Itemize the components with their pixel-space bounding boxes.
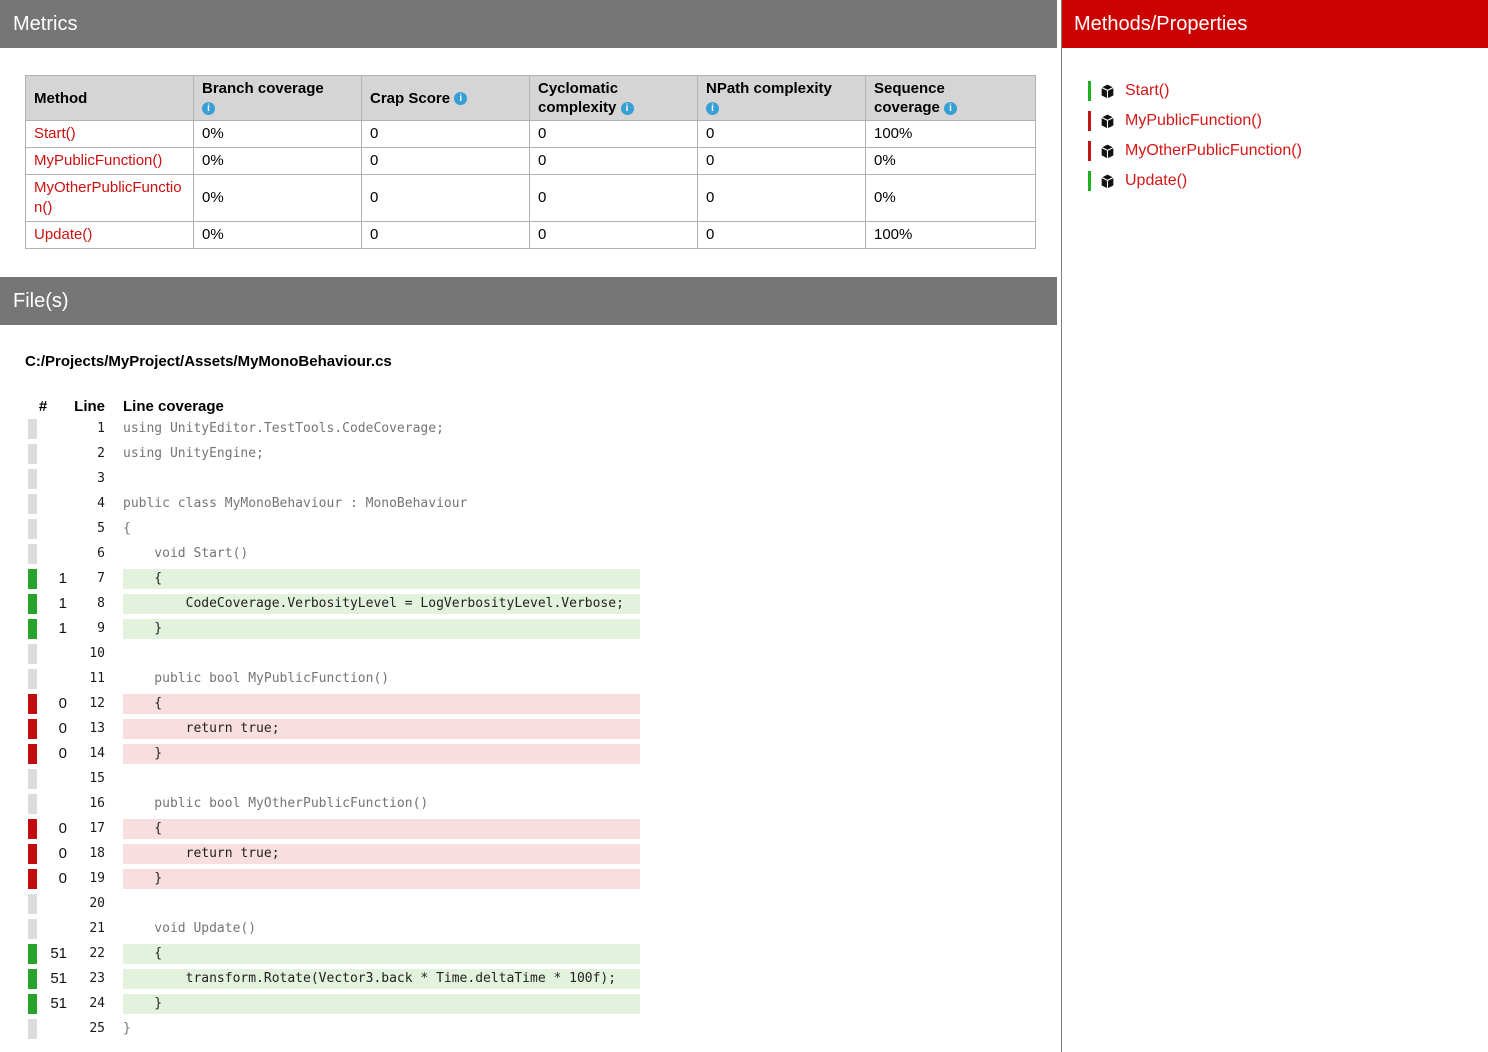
sequence-coverage-value: 100%	[866, 121, 1036, 148]
cyclomatic-complexity-value: 0	[530, 222, 698, 249]
hit-count: 1	[58, 620, 67, 637]
code-line-row	[0, 916, 1061, 941]
files-section-header	[0, 277, 1057, 325]
methods-sidebar	[1061, 0, 1488, 1052]
code-text	[123, 769, 640, 789]
code-line-row	[0, 516, 1061, 541]
branch-coverage-value: 0%	[194, 222, 362, 249]
hit-count: 0	[58, 870, 67, 887]
hits-column-header: #	[38, 397, 48, 415]
line-column-header: Line	[74, 397, 105, 415]
code-line-row	[0, 441, 1061, 466]
sequence-coverage-value: 0%	[866, 175, 1036, 222]
coverage-marker	[28, 794, 37, 814]
code-line-row	[0, 841, 1061, 866]
code-line-row	[0, 991, 1061, 1016]
line-number: 2	[97, 446, 105, 461]
method-cube-icon	[1099, 173, 1116, 190]
sidebar-method-link[interactable]: Update()	[1125, 172, 1188, 189]
code-line-row	[0, 616, 1061, 641]
coverage-marker	[28, 869, 37, 889]
column-header-cyclomatic-complexity: Cyclomatic complexity i	[530, 76, 698, 121]
coverage-marker	[28, 769, 37, 789]
line-number: 21	[89, 921, 105, 936]
code-line-row	[0, 1016, 1061, 1041]
code-text: {	[123, 944, 640, 964]
code-line-row	[0, 966, 1061, 991]
code-text: transform.Rotate(Vector3.back * Time.deltaTime * 100f);	[123, 969, 640, 989]
coverage-marker	[28, 594, 37, 614]
line-number: 7	[97, 571, 105, 586]
metrics-row-update	[26, 222, 1036, 249]
line-number: 10	[89, 646, 105, 661]
branch-coverage-value: 0%	[194, 121, 362, 148]
line-number: 3	[97, 471, 105, 486]
code-line-row	[0, 941, 1061, 966]
coverage-indicator-bar	[1088, 111, 1091, 131]
line-number: 4	[97, 496, 105, 511]
code-text: return true;	[123, 719, 640, 739]
code-line-row	[0, 591, 1061, 616]
npath-complexity-value: 0	[698, 222, 866, 249]
line-number: 15	[89, 771, 105, 786]
method-cube-icon	[1099, 113, 1116, 130]
hit-count: 1	[58, 595, 67, 612]
code-text: {	[123, 569, 640, 589]
line-number: 14	[89, 746, 105, 761]
line-coverage-column-header: Line coverage	[123, 397, 224, 415]
code-line-row	[0, 541, 1061, 566]
code-line-row	[0, 741, 1061, 766]
line-number: 24	[89, 996, 105, 1011]
branch-coverage-value: 0%	[194, 148, 362, 175]
code-text: using UnityEngine;	[123, 445, 264, 461]
code-text: {	[123, 819, 640, 839]
method-link[interactable]: Update()	[34, 226, 93, 243]
coverage-marker	[28, 494, 37, 514]
sidebar-method-link[interactable]: Start()	[1125, 82, 1170, 99]
coverage-marker	[28, 694, 37, 714]
line-number: 20	[89, 896, 105, 911]
info-icon[interactable]: i	[202, 102, 215, 115]
code-text: public class MyMonoBehaviour : MonoBehaviour	[123, 495, 468, 511]
code-text: CodeCoverage.VerbosityLevel = LogVerbosityLevel.Verbose;	[123, 594, 640, 614]
cyclomatic-complexity-value: 0	[530, 148, 698, 175]
column-header-sequence-coverage: Sequence coverage i	[866, 76, 1036, 121]
code-text: using UnityEditor.TestTools.CodeCoverage;	[123, 420, 444, 436]
method-list-item	[1088, 166, 1488, 196]
code-text: }	[123, 1020, 131, 1036]
coverage-marker	[28, 969, 37, 989]
metrics-table	[25, 75, 1036, 249]
branch-coverage-value: 0%	[194, 175, 362, 222]
cyclomatic-complexity-value: 0	[530, 175, 698, 222]
code-line-row	[0, 466, 1061, 491]
line-number: 11	[89, 671, 105, 686]
hit-count: 51	[50, 945, 67, 962]
crap-score-value: 0	[362, 222, 530, 249]
line-number: 17	[89, 821, 105, 836]
code-text: {	[123, 694, 640, 714]
code-text: public bool MyOtherPublicFunction()	[123, 795, 429, 811]
coverage-marker	[28, 994, 37, 1014]
code-line-row	[0, 891, 1061, 916]
metrics-section-header	[0, 0, 1057, 48]
hit-count: 0	[58, 695, 67, 712]
coverage-marker	[28, 519, 37, 539]
code-text: void Update()	[123, 920, 257, 936]
line-number: 18	[89, 846, 105, 861]
line-number: 13	[89, 721, 105, 736]
sidebar-method-link[interactable]: MyPublicFunction()	[1125, 112, 1262, 129]
method-cube-icon	[1099, 83, 1116, 100]
code-text: public bool MyPublicFunction()	[123, 670, 390, 686]
info-icon[interactable]: i	[944, 102, 957, 115]
code-text	[123, 644, 640, 664]
coverage-marker	[28, 744, 37, 764]
hit-count: 51	[50, 995, 67, 1012]
code-line-row	[0, 866, 1061, 891]
coverage-marker	[28, 419, 37, 439]
line-number: 22	[89, 946, 105, 961]
coverage-marker	[28, 569, 37, 589]
code-text: }	[123, 994, 640, 1014]
code-text: {	[123, 520, 131, 536]
code-line-row	[0, 491, 1061, 516]
code-text: void Start()	[123, 545, 249, 561]
coverage-indicator-bar	[1088, 81, 1091, 101]
column-header-method: Method	[26, 76, 194, 121]
code-line-row	[0, 566, 1061, 591]
hit-count: 0	[58, 745, 67, 762]
coverage-marker	[28, 819, 37, 839]
line-number: 6	[97, 546, 105, 561]
line-number: 16	[89, 796, 105, 811]
coverage-marker	[28, 844, 37, 864]
column-header-branch-coverage: Branch coverage i	[194, 76, 362, 121]
method-list-item	[1088, 136, 1488, 166]
coverage-indicator-bar	[1088, 171, 1091, 191]
method-link[interactable]: MyPublicFunction()	[34, 152, 163, 169]
hit-count: 0	[58, 820, 67, 837]
coverage-marker	[28, 944, 37, 964]
npath-complexity-value: 0	[698, 175, 866, 222]
coverage-marker	[28, 719, 37, 739]
metrics-row-myotherpublicfunction	[26, 175, 1036, 222]
coverage-marker	[28, 669, 37, 689]
coverage-marker	[28, 894, 37, 914]
cyclomatic-complexity-value: 0	[530, 121, 698, 148]
files-title: File(s)	[13, 290, 69, 312]
line-number: 5	[97, 521, 105, 536]
line-number: 9	[97, 621, 105, 636]
info-icon[interactable]: i	[621, 102, 634, 115]
method-list-item	[1088, 106, 1488, 136]
method-list-item	[1088, 76, 1488, 106]
code-text: }	[123, 619, 640, 639]
crap-score-value: 0	[362, 148, 530, 175]
crap-score-value: 0	[362, 121, 530, 148]
coverage-marker	[28, 1019, 37, 1039]
code-text	[123, 894, 640, 914]
column-header-crap-score: Crap Score i	[362, 76, 530, 121]
npath-complexity-value: 0	[698, 148, 866, 175]
coverage-marker	[28, 644, 37, 664]
coverage-marker	[28, 619, 37, 639]
line-number: 12	[89, 696, 105, 711]
coverage-marker	[28, 469, 37, 489]
code-line-row	[0, 691, 1061, 716]
code-text: }	[123, 869, 640, 889]
code-lines	[0, 416, 1061, 1041]
hit-count: 0	[58, 845, 67, 862]
coverage-indicator-bar	[1088, 141, 1091, 161]
column-header-npath-complexity: NPath complexity i	[698, 76, 866, 121]
code-text	[123, 469, 640, 489]
method-cube-icon	[1099, 143, 1116, 160]
code-line-row	[0, 641, 1061, 666]
metrics-title: Metrics	[13, 13, 78, 35]
coverage-marker	[28, 919, 37, 939]
code-table-header	[0, 396, 1061, 416]
line-number: 19	[89, 871, 105, 886]
hit-count: 51	[50, 970, 67, 987]
metrics-row-start	[26, 121, 1036, 148]
method-list	[1062, 48, 1488, 196]
info-icon[interactable]: i	[454, 92, 467, 105]
metrics-header-row	[26, 76, 1036, 121]
npath-complexity-value: 0	[698, 121, 866, 148]
sidebar-title: Methods/Properties	[1074, 13, 1248, 35]
hit-count: 1	[58, 570, 67, 587]
code-line-row	[0, 666, 1061, 691]
crap-score-value: 0	[362, 175, 530, 222]
coverage-marker	[28, 444, 37, 464]
sidebar-method-link[interactable]: MyOtherPublicFunction()	[1125, 142, 1302, 159]
code-line-row	[0, 416, 1061, 441]
info-icon[interactable]: i	[706, 102, 719, 115]
code-line-row	[0, 716, 1061, 741]
code-line-row	[0, 766, 1061, 791]
code-line-row	[0, 791, 1061, 816]
sequence-coverage-value: 0%	[866, 148, 1036, 175]
line-number: 8	[97, 596, 105, 611]
code-text: return true;	[123, 844, 640, 864]
sidebar-header	[1062, 0, 1488, 48]
line-number: 25	[89, 1021, 105, 1036]
method-link[interactable]: MyOtherPublicFunction()	[34, 179, 182, 216]
file-path: C:/Projects/MyProject/Assets/MyMonoBehaviour.cs	[25, 353, 392, 370]
code-line-row	[0, 816, 1061, 841]
line-number: 1	[97, 421, 105, 436]
line-number: 23	[89, 971, 105, 986]
metrics-row-mypublicfunction	[26, 148, 1036, 175]
hit-count: 0	[58, 720, 67, 737]
method-link[interactable]: Start()	[34, 125, 76, 142]
sequence-coverage-value: 100%	[866, 222, 1036, 249]
coverage-marker	[28, 544, 37, 564]
code-text: }	[123, 744, 640, 764]
